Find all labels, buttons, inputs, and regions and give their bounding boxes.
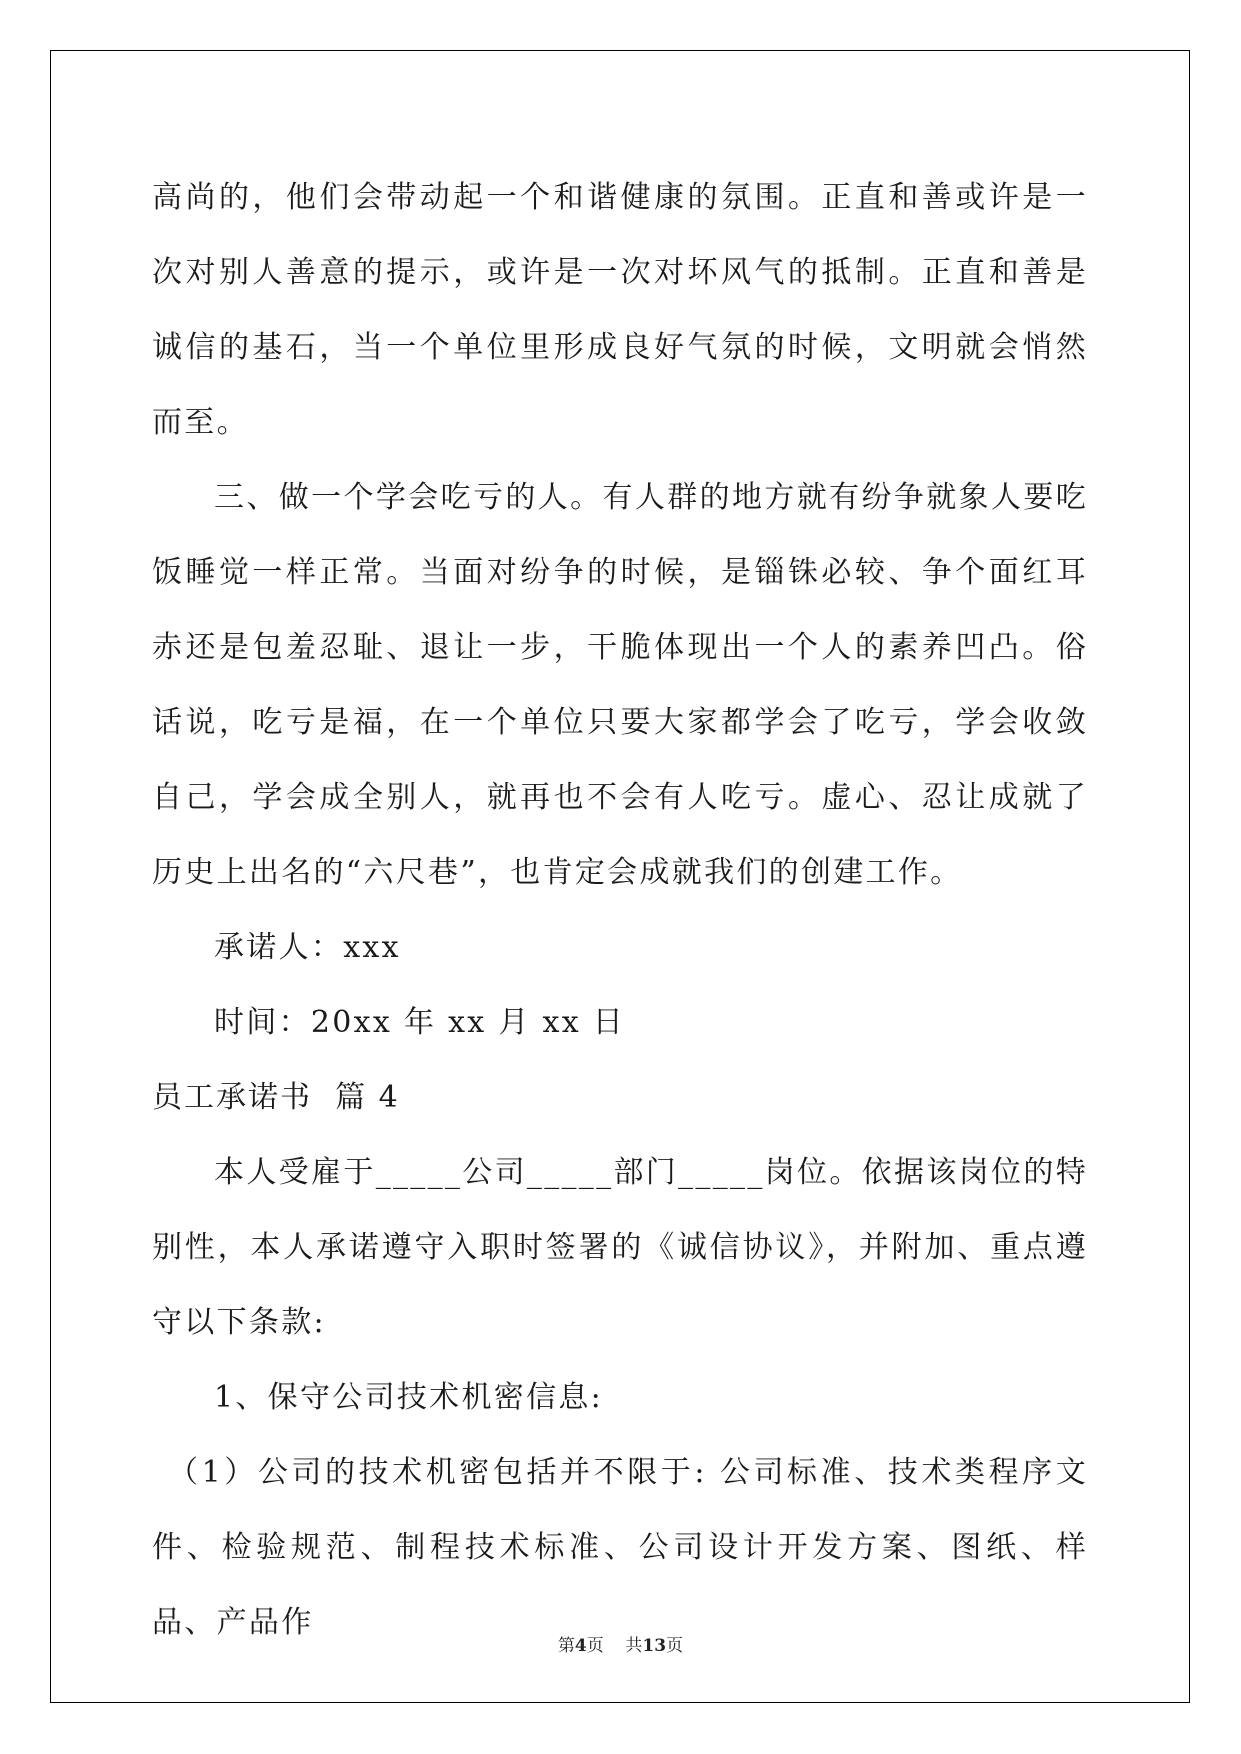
clause-item: （1）公司的技术机密包括并不限于: 公司标准、技术类程序文件、检验规范、制程技术标准、公司设计开发方案、图纸、样品、产品作 — [152, 1455, 1088, 1640]
page-footer — [0, 1631, 1241, 1656]
footer-total-suffix: 页 — [666, 1636, 684, 1656]
paragraph-employment-statement: 本人受雇于_____公司_____部门_____岗位。依据该岗位的特别性，本人承诺遵守入职时签署的《诚信协议》，并附加、重点遵守以下条款: — [152, 1155, 1088, 1340]
paragraph-section-three: 三、做一个学会吃亏的人。有人群的地方就有纷争就象人要吃饭睡觉一样正常。当面对纷争的时候，是锱铢必较、争个面红耳赤还是包羞忍耻、退让一步，干脆体现出一个人的素养凹凸。俗话说，吃亏是福，在一个单位只要大家都学会了吃亏，学会收敛自己，学会成全别人，就再也不会有人吃亏。虚心、忍让成就了历史上出名的“六尺巷”，也肯定会成就我们的创建工作。 — [152, 480, 1088, 890]
footer-prefix: 第 — [557, 1636, 575, 1656]
date-line: 时间：20xx 年 xx 月 xx 日 — [214, 1005, 626, 1040]
current-page-number: 4 — [574, 1636, 587, 1656]
document-body — [152, 160, 1088, 1660]
footer-total-prefix: 共 — [625, 1636, 643, 1656]
signatory-line: 承诺人：xxx — [214, 930, 401, 965]
clause-title: 1、保守公司技术机密信息: — [214, 1380, 604, 1415]
footer-page-suffix: 页 — [586, 1636, 604, 1656]
total-page-count: 13 — [642, 1636, 667, 1656]
section-heading: 员工承诺书 篇 4 — [152, 1080, 400, 1115]
paragraph-continued: 高尚的，他们会带动起一个和谐健康的氛围。正直和善或许是一次对别人善意的提示，或许是一次对坏风气的抵制。正直和善是诚信的基石，当一个单位里形成良好气氛的时候，文明就会悄然而至。 — [152, 180, 1088, 440]
